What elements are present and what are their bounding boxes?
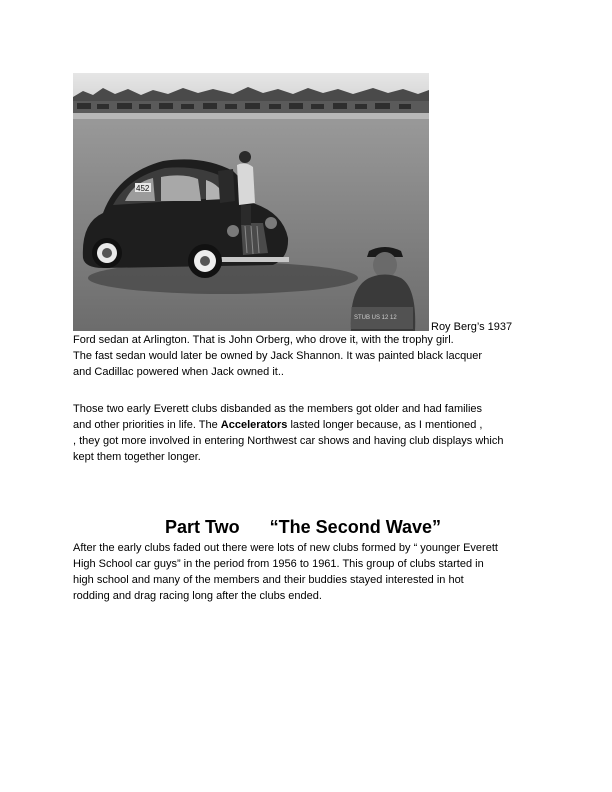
paragraph-second-wave <box>73 540 553 604</box>
paragraph1-line-4: kept them together longer. <box>73 451 201 463</box>
paragraph2-line-1: After the early clubs faded out there were lots of new clubs formed by “ younger Everett <box>73 542 498 554</box>
paragraph2-line-4: rodding and drag racing long after the clubs ended. <box>73 590 322 602</box>
paragraph1-line-1: Those two early Everett clubs disbanded as the members got older and had families <box>73 403 483 415</box>
paragraph1-line-2 <box>73 417 553 433</box>
car-photo-image <box>73 73 429 331</box>
paragraph1-line-3: , they got more involved in entering Northwest car shows and having club displays which <box>73 435 504 447</box>
paragraph2-line-3: high school and many of the members and their buddies stayed interested in hot <box>73 574 464 586</box>
photo-caption <box>73 332 553 380</box>
caption-start: Roy Berg’s 1937 <box>431 321 513 333</box>
photo-sign-text: STUB US 12 12 <box>354 315 397 321</box>
section-title: “The Second Wave” <box>269 517 442 537</box>
paragraph1-line-2-end: lasted longer because, as I mentioned , <box>287 419 483 431</box>
paragraph1-line-2-start: and other priorities in life. The <box>73 419 221 431</box>
caption-line-1: Ford sedan at Arlington. That is John Orberg, who drove it, with the trophy girl. <box>73 334 454 346</box>
caption-line-3: and Cadillac powered when Jack owned it.. <box>73 366 284 378</box>
paragraph-clubs-disbanded <box>73 401 553 465</box>
section-heading <box>165 516 441 538</box>
section-part-label: Part Two <box>165 517 240 537</box>
car-photo <box>73 73 429 331</box>
paragraph2-line-2: High School car guys” in the period from 1956 to 1961. This group of clubs started in <box>73 558 484 570</box>
caption-line-2: The fast sedan would later be owned by Jack Shannon. It was painted black lacquer <box>73 350 483 362</box>
accelerators-club-name: Accelerators <box>220 419 288 431</box>
svg-text:452: 452 <box>136 184 150 193</box>
